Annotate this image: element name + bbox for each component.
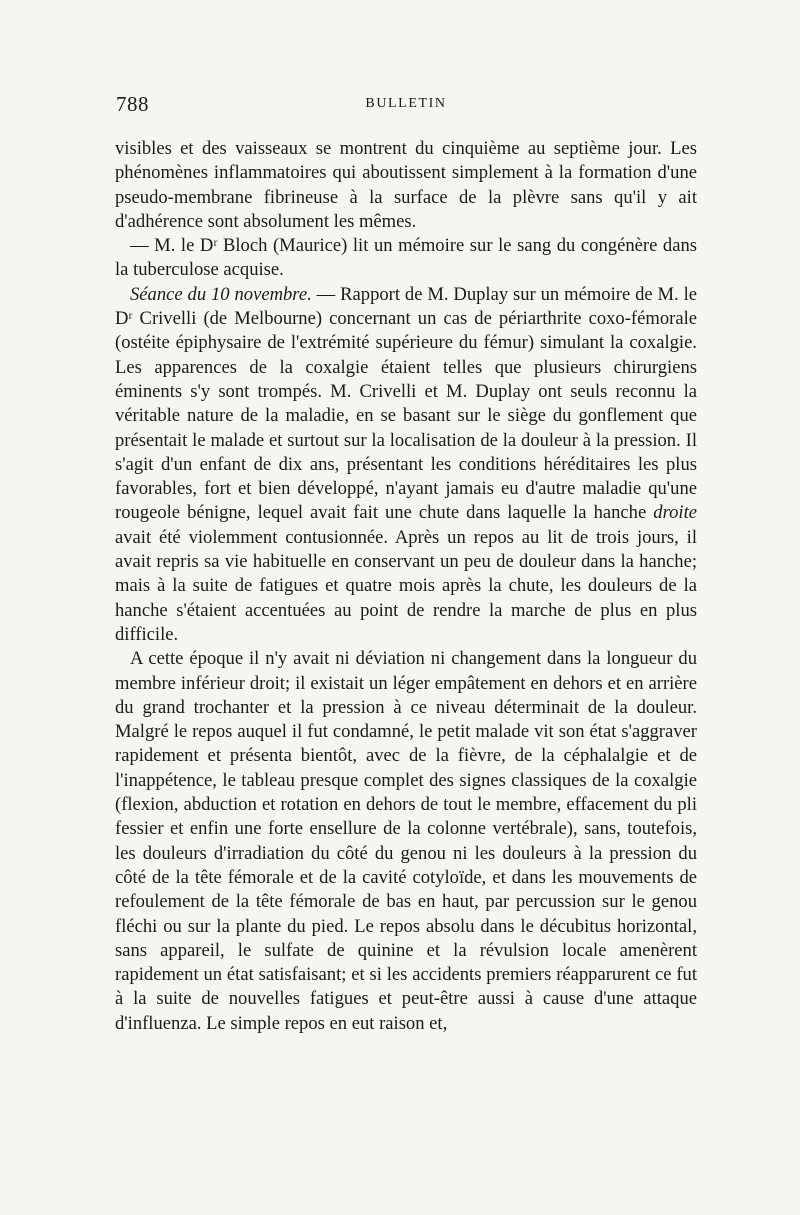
- emphasis-word: droite: [653, 502, 697, 524]
- paragraph-text-tail: avait été violemment contusionnée. Après un repos au lit de trois jours, il avait repris sa vie habituelle en conservant un peu de douleur dans la hanche; mais à la suite de fatigues et quatre mois après la chute, les douleurs de la hanche s'étaient accentuées au point de rendre la marche de plus en plus difficile.: [115, 526, 697, 645]
- paragraph-bloch-memoir: [115, 234, 697, 283]
- paragraph-text: — M. le Dʳ Bloch (Maurice) lit un mémoire sur le sang du congénère dans la tuberculose acquise.: [115, 235, 697, 281]
- paragraph-seance-10-novembre: [115, 283, 697, 647]
- paragraph-text: A cette époque il n'y avait ni déviation ni changement dans la longueur du membre inférieur droit; il existait un léger empâtement en dehors et en arrière du grand trochanter et la pression à ce niveau déterminait de la douleur. Malgré le repos auquel il fut condamné, le petit malade vit son état s'aggraver rapidement et présenta bientôt, avec de la fièvre, de la céphalalgie et de l'inappétence, le tableau presque complet des signes classiques de la coxalgie (flexion, abduction et rotation en dehors de tout le membre, effacement du pli fessier et enfin une forte ensellure de la colonne vertébrale), sans, toutefois, les douleurs d'irradiation du côté du genou ni les douleurs à la pression du côté de la tête fémorale et de la cavité cotyloïde, et dans les mouvements de refoulement de la tête fémorale de bas en haut, par percussion sur le genou fléchi ou sur la plante du pied. Le repos absolu dans le décubitus horizontal, sans appareil, le sulfate de quinine et la révulsion locale amenèrent rapidement un état satisfaisant; et si les accidents premiers réapparurent ce fut à la suite de nouvelles fatigues et peut-être aussi à cause d'une attaque d'influenza. Le simple repos en eut raison et,: [115, 648, 697, 1034]
- paragraph-continuation: [115, 137, 697, 234]
- session-heading: Séance du 10 novembre.: [130, 283, 312, 305]
- body-text: [115, 137, 697, 1036]
- paragraph-text: — Rapport de M. Duplay sur un mémoire de M. le Dʳ Crivelli (de Melbourne) concernant un cas de périarthrite coxo-fémorale (ostéite épiphysaire de l'extrémité supérieure du fémur) simulant la coxalgie. Les apparences de la coxalgie étaient telles que plusieurs chirurgiens éminents s'y sont trompés. M. Crivelli et M. Duplay ont seuls reconnu la véritable nature de la maladie, en se basant sur le siège du gonflement que présentait le malade et surtout sur la localisation de la douleur à la pression. Il s'agit d'un enfant de dix ans, présentant les conditions héréditaires les plus favorables, fort et bien développé, n'ayant jamais eu d'autre maladie qu'une rougeole bénigne, lequel avait fait une chute dans laquelle la hanche: [115, 283, 697, 524]
- page-header: [116, 92, 696, 122]
- paragraph-case-evolution: [115, 647, 697, 1036]
- page-number: 788: [116, 92, 149, 116]
- running-head: BULLETIN: [365, 96, 447, 111]
- paragraph-text: visibles et des vaisseaux se montrent du cinquième au septième jour. Les phénomènes inflammatoires qui aboutissent simplement à la formation d'une pseudo-membrane fibrineuse à la surface de la plèvre sans qu'il y ait d'adhérence sont absolument les mêmes.: [115, 138, 697, 232]
